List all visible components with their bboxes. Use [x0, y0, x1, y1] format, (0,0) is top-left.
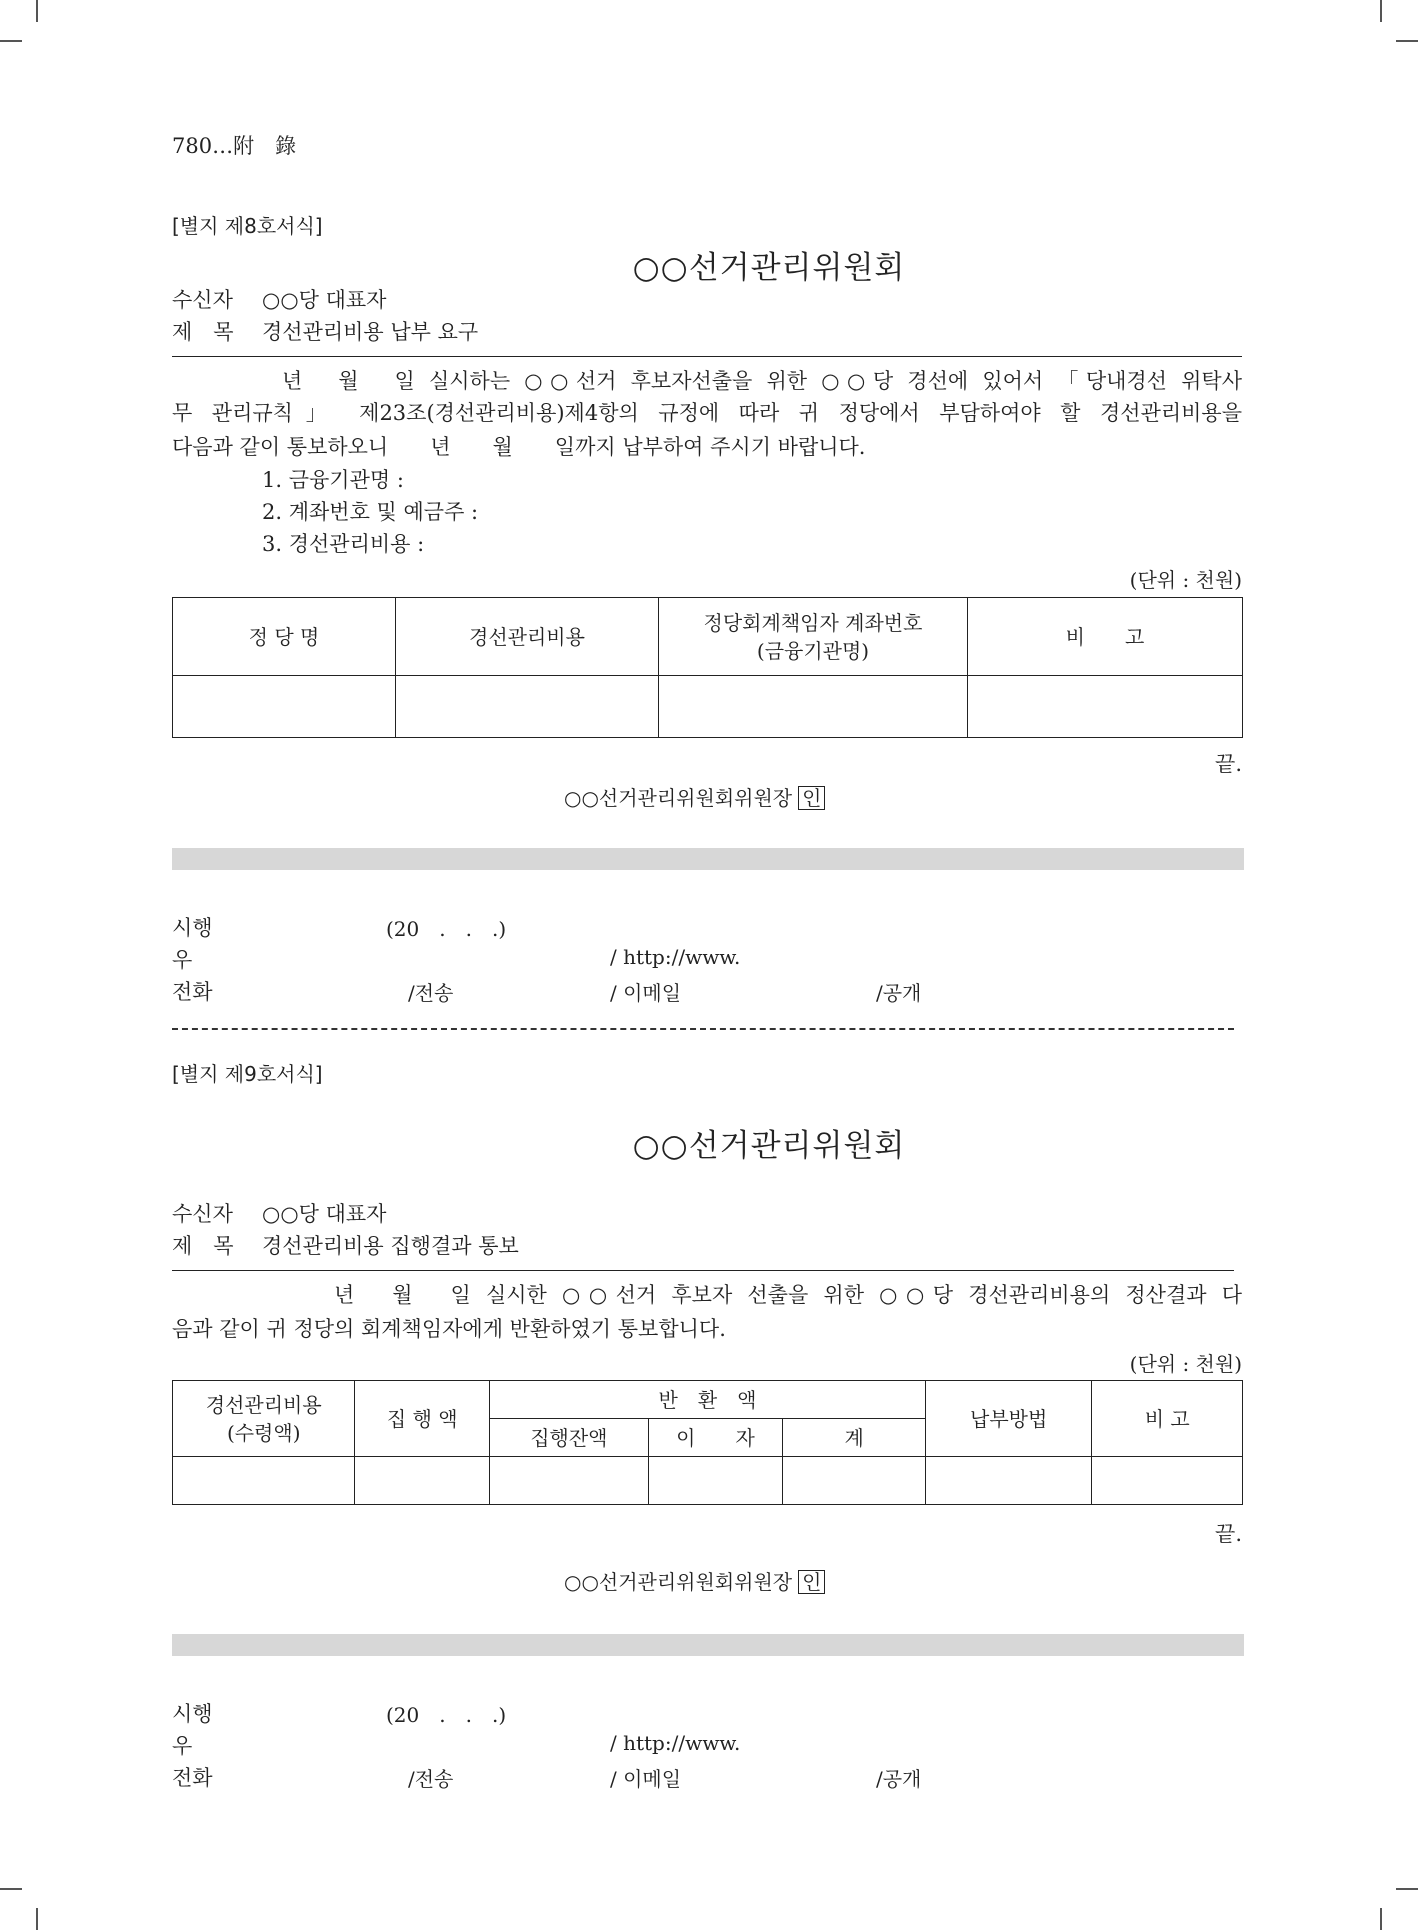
form8-unit: (단위 : 천원) [1129, 568, 1242, 592]
form8-fax-label: /전송 [408, 981, 454, 1005]
form8-end-mark: 끝. [1215, 752, 1242, 776]
form9-th-cost-line1: 경선관리비용 [205, 1392, 322, 1417]
form8-cell [968, 676, 1243, 738]
form8-url: / http://www. [610, 945, 741, 969]
form9-th-refund-interest: 이 자 [648, 1419, 783, 1457]
form8-recipient-value: ○○당 대표자 [262, 288, 387, 312]
crop-mark [36, 0, 38, 22]
form8-paragraph-line2: 무 관리규칙」 제23조(경선관리비용)제4항의 규정에 따라 귀 정당에서 부담하여야 할 경선관리비용을 [172, 401, 1242, 425]
form8-title: ○○선거관리위원회 [632, 250, 906, 286]
form8-enforce-label: 시행 [172, 916, 213, 940]
form9-fax-label: /전송 [408, 1767, 454, 1791]
form8-cell [396, 676, 659, 738]
form9-post-label: 우 [172, 1734, 193, 1758]
form8-paragraph-line3: 다음과 같이 통보하오니 년 월 일까지 납부하여 주시기 바랍니다. [172, 435, 866, 459]
form9-th-refund-balance: 집행잔액 [490, 1419, 649, 1457]
form9-cell [648, 1457, 783, 1505]
form9-cell [783, 1457, 926, 1505]
form8-item-2: 2. 계좌번호 및 예금주 : [262, 500, 479, 524]
form8-th-account-line2: (금융기관명) [756, 638, 870, 663]
form9-th-refund: 반 환 액 [490, 1381, 926, 1419]
form9-recipient-label: 수신자 [172, 1202, 233, 1226]
crop-mark [36, 1908, 38, 1930]
crop-mark [0, 1888, 22, 1890]
form8-item-3: 3. 경선관리비용 : [262, 532, 425, 556]
seal-stamp: 인 [798, 786, 825, 810]
form9-subject-label: 제 목 [172, 1234, 234, 1258]
form9-enforce-label: 시행 [172, 1702, 213, 1726]
form9-unit: (단위 : 천원) [1129, 1352, 1242, 1376]
form9-title: ○○선거관리위원회 [632, 1128, 906, 1164]
form9-th-executed: 집 행 액 [355, 1381, 490, 1457]
form8-phone-label: 전화 [172, 980, 213, 1004]
divider [172, 1270, 1234, 1271]
form9-cell [355, 1457, 490, 1505]
form8-cell [659, 676, 968, 738]
dashed-separator [172, 1028, 1234, 1030]
crop-mark [1380, 0, 1382, 22]
form8-paragraph-line1: 년 월 일 실시하는 ○○선거 후보자선출을 위한 ○○당 경선에 있어서 「당내경선 위탁사 [282, 369, 1242, 393]
form9-subject-value: 경선관리비용 집행결과 통보 [262, 1234, 519, 1258]
form9-enforce-date: (20 . . .) [386, 1703, 507, 1727]
form8-th-cost: 경선관리비용 [396, 598, 659, 676]
form9-recipient-value: ○○당 대표자 [262, 1202, 387, 1226]
form9-cell [925, 1457, 1092, 1505]
form8-public-label: /공개 [876, 981, 922, 1005]
form8-signature: ○○선거관리위원회위원장 [564, 786, 793, 810]
crop-mark [1380, 1908, 1382, 1930]
form9-email-label: / 이메일 [610, 1767, 682, 1791]
form9-phone-label: 전화 [172, 1766, 213, 1790]
crop-mark [1396, 1888, 1418, 1890]
form8-post-label: 우 [172, 948, 193, 972]
form8-table [172, 597, 1243, 738]
form9-paragraph-line2: 음과 같이 귀 정당의 회계책임자에게 반환하였기 통보합니다. [172, 1317, 726, 1341]
form9-public-label: /공개 [876, 1767, 922, 1791]
form8-item-1: 1. 금융기관명 : [262, 468, 404, 492]
form9-cell [173, 1457, 355, 1505]
form8-th-account-line1: 정당회계책임자 계좌번호 [703, 610, 923, 635]
gray-band [172, 1634, 1244, 1656]
form8-email-label: / 이메일 [610, 981, 682, 1005]
crop-mark [1396, 40, 1418, 42]
form8-recipient-label: 수신자 [172, 288, 233, 312]
form9-cell [1092, 1457, 1243, 1505]
form8-enforce-date: (20 . . .) [386, 917, 507, 941]
form8-th-party: 정 당 명 [173, 598, 396, 676]
form8-th-account [659, 598, 968, 676]
form8-signature-block [564, 782, 825, 811]
form9-label: [별지 제9호서식] [172, 1062, 323, 1086]
form9-th-remarks: 비 고 [1092, 1381, 1243, 1457]
form9-table [172, 1380, 1243, 1505]
form9-signature: ○○선거관리위원회위원장 [564, 1570, 793, 1594]
form8-subject-value: 경선관리비용 납부 요구 [262, 320, 479, 344]
form9-th-refund-total: 계 [783, 1419, 926, 1457]
form9-url: / http://www. [610, 1731, 741, 1755]
form8-cell [173, 676, 396, 738]
form9-cell [490, 1457, 649, 1505]
form9-th-cost-line2: (수령액) [226, 1420, 301, 1445]
form8-subject-label: 제 목 [172, 320, 234, 344]
form9-end-mark: 끝. [1215, 1522, 1242, 1546]
gray-band [172, 848, 1244, 870]
crop-mark [0, 40, 22, 42]
form9-signature-block [564, 1566, 825, 1595]
form9-th-cost [173, 1381, 355, 1457]
form9-th-payment-method: 납부방법 [925, 1381, 1092, 1457]
form9-paragraph-line1: 년 월 일 실시한 ○○선거 후보자 선출을 위한 ○○당 경선관리비용의 정산결과 다 [334, 1283, 1242, 1307]
page-header: 780…附 錄 [172, 134, 297, 158]
form8-th-remarks: 비 고 [968, 598, 1243, 676]
seal-stamp: 인 [798, 1570, 825, 1594]
divider [172, 356, 1242, 357]
form8-label: [별지 제8호서식] [172, 214, 323, 238]
